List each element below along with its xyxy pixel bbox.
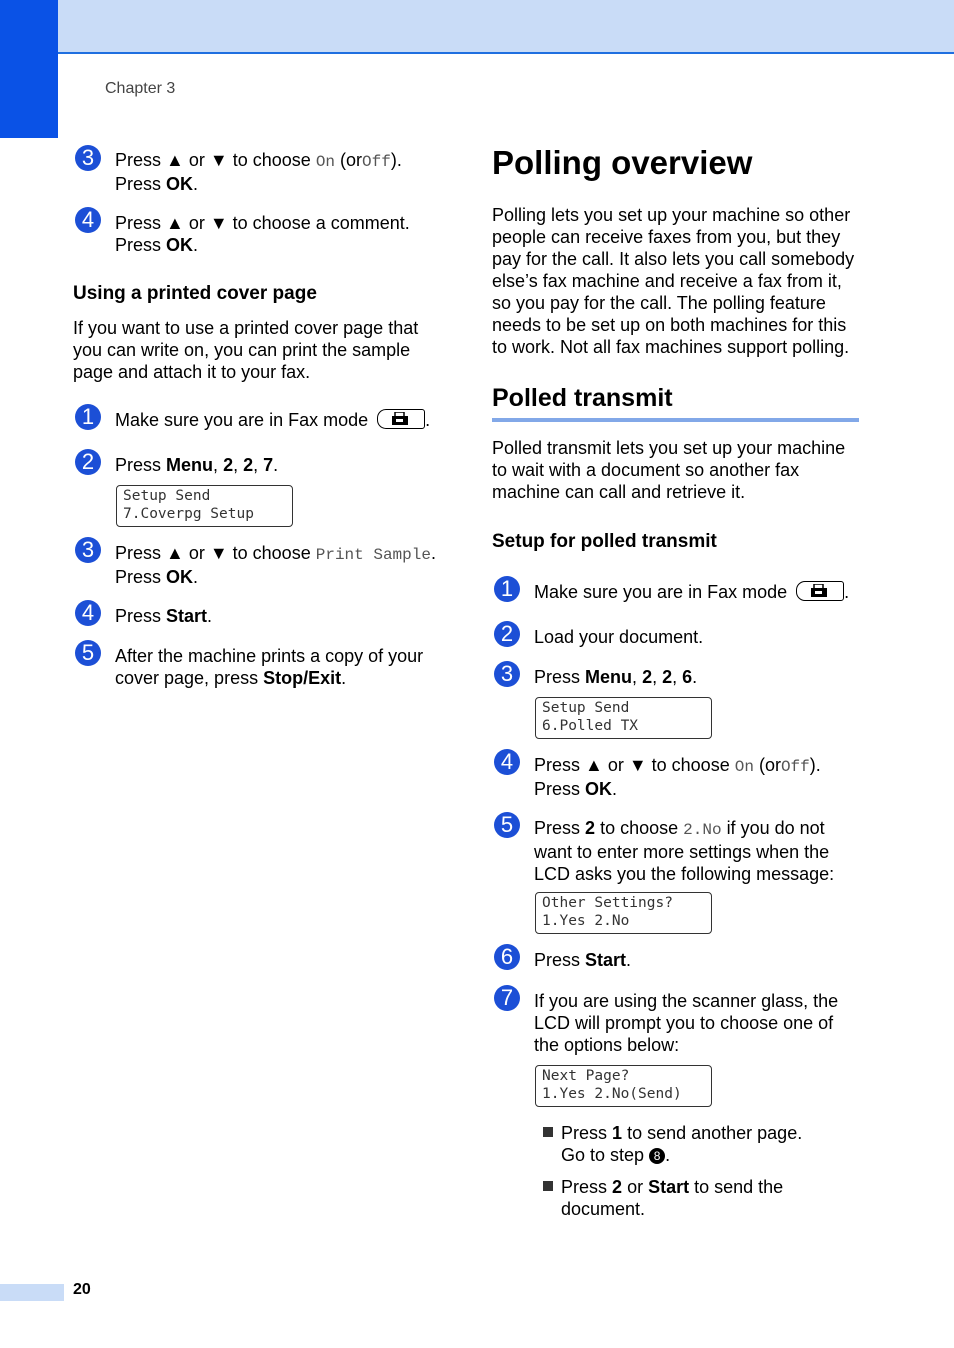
lcd-display: Setup Send 6.Polled TX <box>535 697 712 739</box>
step-number: 1 <box>494 576 520 602</box>
step-number: 3 <box>75 537 101 563</box>
step-text: Press ▲ or ▼ to choose On (orOff). Press OK. <box>115 150 402 194</box>
step-number: 3 <box>494 661 520 687</box>
header-bar <box>0 0 954 54</box>
bullet-item: Press 1 to send another page. Go to step 8 . <box>561 1123 803 1165</box>
page-number: 20 <box>73 1281 91 1298</box>
bullet-item: Press 2 or Start to send the document. <box>561 1177 784 1219</box>
step-number: 5 <box>494 812 520 838</box>
step-number: 1 <box>75 404 101 430</box>
lcd-display: Other Settings? 1.Yes 2.No <box>535 892 712 934</box>
intro-paragraph: Polling lets you set up your machine so other people can receive faxes from you, but they pay for the call. It also lets you call somebody else’s fax machine and receive a fax from it, so you pay for the call. The polling feature needs to be set up on both machines for this to work. Not all fax machines support polling. <box>492 205 855 357</box>
step-text: Make sure you are in Fax mode . <box>534 582 850 602</box>
step-text: Press ▲ or ▼ to choose On (orOff). Press OK. <box>534 755 821 799</box>
step-number: 4 <box>75 207 101 233</box>
fax-mode-icon <box>377 409 425 429</box>
step-text: Load your document. <box>534 627 704 647</box>
section-paragraph: Polled transmit lets you set up your machine to wait with a document so another fax machine can call and retrieve it. <box>492 438 846 502</box>
footer-bar <box>0 1284 64 1301</box>
step-number: 2 <box>75 449 101 475</box>
step-number: 6 <box>494 944 520 970</box>
step-text: Press Start. <box>534 950 632 970</box>
section-heading: Polled transmit <box>492 384 673 412</box>
bullet-icon <box>543 1127 553 1137</box>
chapter-tab <box>0 0 58 138</box>
step-text: Press 2 to choose 2.No if you do not want to enter more settings when the LCD asks you the following message: <box>534 818 835 884</box>
page-title: Polling overview <box>492 144 753 181</box>
step-text: Press Menu, 2, 2, 6. <box>534 667 698 687</box>
step-number: 5 <box>75 640 101 666</box>
step-number: 3 <box>75 145 101 171</box>
heading-underline <box>492 418 859 422</box>
step-reference: 8 <box>649 1148 665 1164</box>
chapter-label: Chapter 3 <box>105 80 176 97</box>
lcd-display: Next Page? 1.Yes 2.No(Send) <box>535 1065 712 1107</box>
step-number: 4 <box>494 749 520 775</box>
step-text: Press Menu, 2, 2, 7. <box>115 455 279 475</box>
step-number: 7 <box>494 985 520 1011</box>
section-paragraph: If you want to use a printed cover page that you can write on, you can print the sample page and attach it to your fax. <box>73 318 419 382</box>
step-number: 4 <box>75 600 101 626</box>
lcd-display: Setup Send 7.Coverpg Setup <box>116 485 293 527</box>
step-text: Press ▲ or ▼ to choose a comment. Press OK. <box>115 213 410 255</box>
section-heading: Using a printed cover page <box>73 283 317 304</box>
step-text: After the machine prints a copy of your cover page, press Stop/Exit. <box>115 646 424 688</box>
bullet-icon <box>543 1181 553 1191</box>
fax-mode-icon <box>796 581 844 601</box>
step-text: Make sure you are in Fax mode . <box>115 410 431 430</box>
step-text: Press ▲ or ▼ to choose Print Sample. Press OK. <box>115 543 436 587</box>
step-number: 2 <box>494 621 520 647</box>
step-text: Press Start. <box>115 606 213 626</box>
step-text: If you are using the scanner glass, the LCD will prompt you to choose one of the options below: <box>534 991 839 1055</box>
subsection-heading: Setup for polled transmit <box>492 531 717 552</box>
